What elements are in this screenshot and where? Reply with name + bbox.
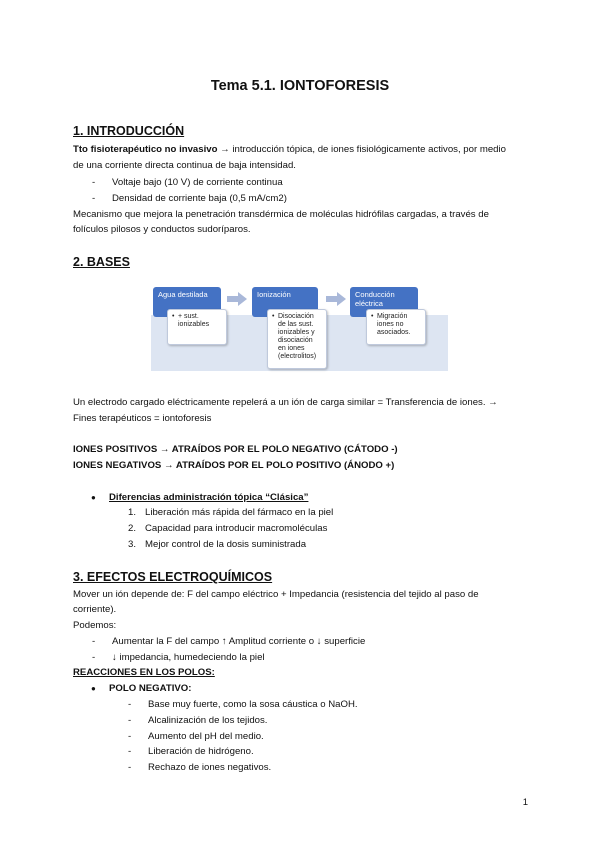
dash-marker: - — [92, 636, 96, 647]
section-heading-effects: 3. EFECTOS ELECTROQUÍMICOS — [73, 570, 273, 584]
item-text: Mejor control de la dosis suministrada — [145, 539, 307, 550]
reactions-heading: REACCIONES EN LOS POLOS: — [73, 667, 215, 678]
intro-line-1 — [73, 144, 506, 156]
differences-title: Diferencias administración tópica “Clásica” — [109, 492, 309, 503]
item-text: Liberación más rápida del fármaco en la piel — [145, 507, 334, 518]
diagram-box-1-text: + sust. ionizables — [178, 313, 210, 328]
polo-item-text: Liberación de hidrógeno. — [148, 746, 254, 757]
diagram-box-2-text: Disociación de las sust. ionizables y disociación en iones (electrolitos) — [278, 313, 317, 360]
intro-line-2: de una corriente directa continua de baja intensidad. — [73, 160, 296, 171]
item-number: 1. — [128, 507, 137, 518]
dash-marker: - — [92, 193, 96, 204]
intro-line-3: Mecanismo que mejora la penetración transdérmica de moléculas hidrófilas cargadas, a través de — [73, 209, 489, 220]
effects-line-2: corriente). — [73, 604, 117, 615]
diagram-box-1-header: Agua destilada — [153, 287, 221, 317]
effects-item-text: ↓ impedancia, humedeciendo la piel — [112, 652, 265, 663]
effects-podemos: Podemos: — [73, 620, 117, 631]
effects-line-1: Mover un ión depende de: F del campo eléctrico + Impedancia (resistencia del tejido al paso de — [73, 589, 479, 600]
item-text: Capacidad para introducir macromoléculas — [145, 523, 328, 534]
section-heading-bases: 2. BASES — [73, 255, 130, 269]
polo-item-text: Base muy fuerte, como la sosa cáustica o NaOH. — [148, 699, 358, 710]
bases-para-line-1: Un electrodo cargado eléctricamente repelerá a un ión de carga similar = Transferencia de iones. → — [73, 397, 498, 408]
bullet-marker: ● — [91, 684, 96, 693]
polo-negativo-title: POLO NEGATIVO: — [109, 683, 192, 694]
page-title: Tema 5.1. IONTOFORESIS — [210, 78, 390, 94]
bullet-marker: • — [371, 313, 374, 320]
bullet-marker: ● — [91, 493, 96, 502]
polo-item-text: Rechazo de iones negativos. — [148, 762, 272, 773]
diagram-box-3-text: Migración iones no asociados. — [377, 313, 411, 336]
dash-marker: - — [92, 652, 96, 663]
page-number: 1 — [522, 797, 528, 808]
diagram-box-3-header: Conducción eléctrica — [350, 287, 418, 317]
diagram-box-3-detail — [366, 309, 426, 345]
arrow-right-icon — [326, 292, 346, 306]
diagram-box-1-detail — [167, 309, 227, 345]
ions-negative: IONES NEGATIVOS → ATRAÍDOS POR EL POLO POSITIVO (ÁNODO +) — [73, 460, 395, 471]
diagram-box-2-header: Ionización — [252, 287, 318, 317]
polo-item-text: Alcalinización de los tejidos. — [148, 715, 268, 726]
dash-marker: - — [128, 715, 132, 726]
intro-item-text: Voltaje bajo (10 V) de corriente continua — [112, 177, 283, 188]
dash-marker: - — [128, 699, 132, 710]
bullet-marker: • — [272, 313, 275, 320]
intro-item-text: Densidad de corriente baja (0,5 mA/cm2) — [112, 193, 287, 204]
diagram-box-2-detail — [267, 309, 327, 369]
dash-marker: - — [128, 746, 132, 757]
item-number: 2. — [128, 523, 137, 534]
intro-bold-term: Tto fisioterapéutico no invasivo — [73, 144, 218, 155]
effects-item-text: Aumentar la F del campo ↑ Amplitud corriente o ↓ superficie — [112, 636, 366, 647]
bases-para-line-2: Fines terapéuticos = iontoforesis — [73, 413, 212, 424]
dash-marker: - — [92, 177, 96, 188]
polo-item-text: Aumento del pH del medio. — [148, 731, 264, 742]
ions-positive: IONES POSITIVOS → ATRAÍDOS POR EL POLO NEGATIVO (CÁTODO -) — [73, 444, 398, 455]
intro-line-1-rest: → introducción tópica, de iones fisiológicamente activos, por medio — [217, 144, 506, 155]
dash-marker: - — [128, 731, 132, 742]
section-heading-intro: 1. INTRODUCCIÓN — [73, 124, 185, 138]
arrow-right-icon — [227, 292, 247, 306]
intro-line-4: folículos pilosos y conductos sudoríparos. — [73, 224, 251, 235]
bullet-marker: • — [172, 313, 175, 320]
item-number: 3. — [128, 539, 137, 550]
dash-marker: - — [128, 762, 132, 773]
